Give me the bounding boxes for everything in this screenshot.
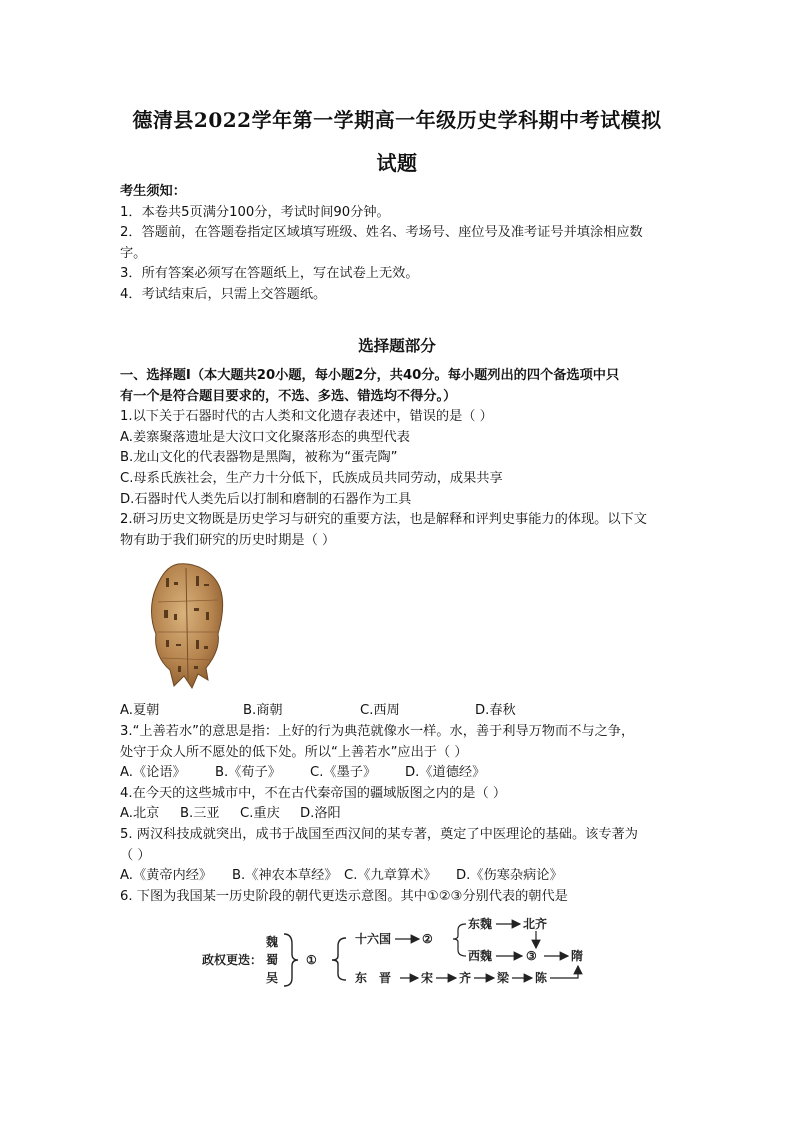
question-1-option-d: D.石器时代人类先后以打制和磨制的石器作为工具	[120, 491, 412, 507]
kingdom-wu: 吴	[266, 971, 279, 985]
question-3-stem-line1: 3.“上善若水”的意思是指：上好的行为典范就像水一样。水，善于利导万物而不与之争，	[120, 724, 635, 739]
question-block-lower	[120, 722, 685, 907]
section-instruction-line2: 有一个是符合题目要求的，不选、多选、错选均不得分。）	[120, 388, 457, 404]
brace-split	[453, 924, 466, 956]
sui-dynasty: 隋	[571, 949, 584, 963]
east-jin: 东 晋	[355, 971, 392, 985]
north-qi: 北齐	[523, 917, 548, 931]
marker-2: ②	[422, 932, 433, 946]
oracle-bone-image	[148, 562, 226, 694]
marker-3: ③	[526, 949, 537, 963]
liang-dynasty: 梁	[497, 971, 510, 985]
question-4-option-c: C.重庆	[240, 806, 280, 822]
question-block-upper	[120, 366, 685, 551]
question-5-option-d: D.《伤寒杂病论》	[456, 868, 563, 884]
question-2-stem-line2: 物有助于我们研究的历史时期是（ ）	[120, 532, 336, 548]
question-3-option-a: A.《论语》	[120, 765, 186, 781]
question-3-stem-line2: 处守于众人所不愿处的低下处。所以“上善若水”应出于（ ）	[120, 744, 468, 760]
question-2-options	[120, 701, 685, 722]
notice-item: 字。	[120, 245, 147, 261]
east-wei: 东魏	[468, 917, 493, 931]
section-title: 选择题部分	[358, 336, 436, 355]
question-5-stem-line2: （ ）	[120, 847, 151, 863]
notice-heading: 考生须知：	[120, 184, 186, 199]
question-3-option-d: D.《道德经》	[405, 765, 486, 781]
brace-right	[284, 934, 298, 986]
question-5-option-c: C.《九章算术》	[344, 868, 437, 884]
question-4-option-b: B.三亚	[180, 806, 220, 822]
question-4-option-d: D.洛阳	[300, 806, 341, 822]
notice-item: 3．所有答案必须写在答题纸上，写在试卷上无效。	[120, 266, 419, 282]
question-2-option-b: B.商朝	[243, 703, 283, 718]
question-4-options	[120, 804, 685, 825]
question-2-option-c: C.西周	[360, 703, 400, 718]
chen-dynasty: 陈	[535, 971, 548, 985]
west-wei: 西魏	[468, 949, 493, 963]
question-5-option-a: A.《黄帝内经》	[120, 868, 213, 884]
question-5-options	[120, 866, 685, 887]
qi-dynasty: 齐	[459, 971, 472, 985]
question-1-stem: 1.以下关于石器时代的古人类和文化遗存表述中，错误的是（ ）	[120, 409, 493, 425]
exam-title-line1: 德清县2022学年第一学期高一年级历史学科期中考试模拟	[132, 108, 662, 132]
question-4-stem: 4.在今天的这些城市中，不在古代秦帝国的疆域版图之内的是（ ）	[120, 785, 507, 801]
song-dynasty: 宋	[421, 971, 434, 985]
sixteen-kingdoms: 十六国	[355, 932, 392, 946]
notice-block	[120, 182, 685, 306]
question-3-option-b: B.《荀子》	[215, 765, 281, 781]
question-5-option-b: B.《神农本草经》	[232, 868, 338, 884]
question-5-stem-line1: 5. 两汉科技成就突出，成书于战国至西汉间的某专著，奠定了中医理论的基础。该专著为	[120, 826, 638, 842]
kingdom-wei: 魏	[266, 935, 279, 949]
question-6-stem: 6. 下图为我国某一历史阶段的朝代更迭示意图。其中①②③分别代表的朝代是	[120, 888, 568, 904]
question-3-options	[120, 763, 685, 784]
question-1-option-c: C.母系氏族社会，生产力十分低下，氏族成员共同劳动，成果共享	[120, 470, 503, 486]
brace-left	[332, 938, 346, 980]
question-4-option-a: A.北京	[120, 806, 160, 822]
question-1-option-b: B.龙山文化的代表器物是黑陶，被称为“蛋壳陶”	[120, 450, 398, 466]
marker-1: ①	[306, 953, 317, 967]
kingdom-shu: 蜀	[266, 953, 279, 967]
question-2-option-a: A.夏朝	[120, 703, 160, 718]
question-2-option-d: D.春秋	[475, 703, 516, 718]
notice-item: 2．答题前，在答题卷指定区域填写班级、姓名、考场号、座位号及准考证号并填涂相应数	[120, 225, 643, 241]
question-1-option-a: A.姜寨聚落遗址是大汶口文化聚落形态的典型代表	[120, 429, 410, 445]
question-2-stem-line1: 2.研习历史文物既是历史学习与研究的重要方法，也是解释和评判史事能力的体现。以下文	[120, 512, 647, 528]
notice-item: 4．考试结束后，只需上交答题纸。	[120, 286, 327, 302]
notice-item: 1．本卷共5页满分100分，考试时间90分钟。	[120, 204, 390, 220]
section-instruction-line1: 一、选择题Ⅰ（本大题共20小题，每小题2分，共40分。每小题列出的四个备选项中只	[120, 368, 620, 383]
dynasty-succession-diagram	[200, 916, 600, 1000]
exam-title-line2: 试题	[376, 151, 418, 175]
question-3-option-c: C.《墨子》	[310, 765, 377, 781]
diagram-label: 政权更迭：	[202, 953, 263, 967]
